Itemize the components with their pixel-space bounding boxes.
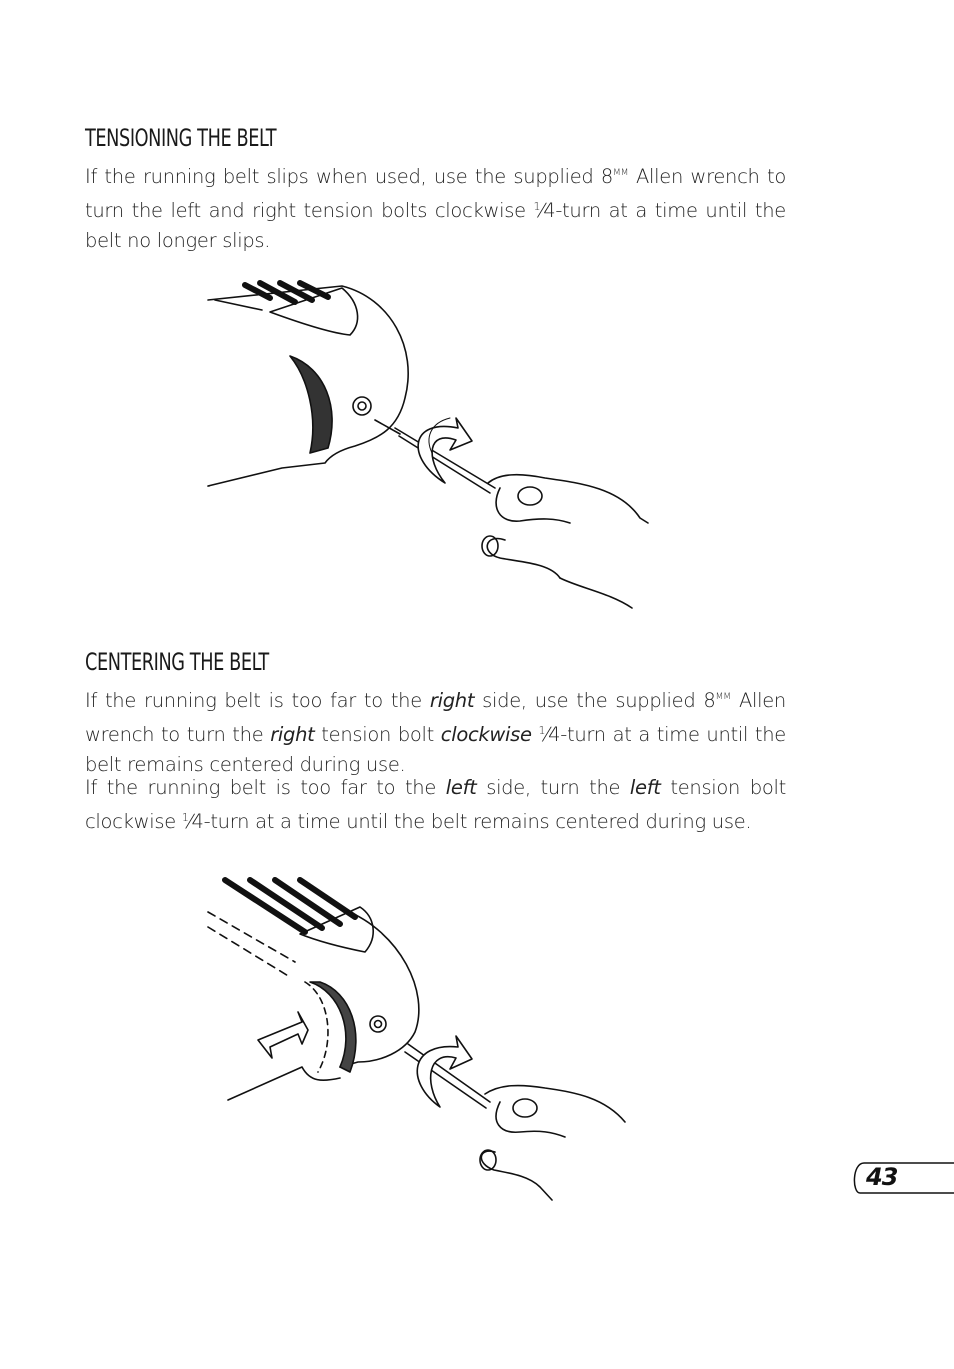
centering-paragraph-left: If the running belt is too far to the left side, turn the left tension bolt clockwise $^1$⁄4-turn at a time until the belt remains centered during use. [85, 776, 786, 833]
page-number: 43 [866, 1163, 898, 1191]
tension-bolt-icon [370, 1016, 386, 1032]
tensioning-paragraph: If the running belt slips when used, use the supplied $8^{MM}$ Allen wrench to turn the left and right tension bolts clockwise $^1$⁄4-turn at a time until the belt no longer slips. [85, 165, 786, 252]
treadmill-belt-stripes [225, 880, 355, 932]
roller-shadow [290, 356, 332, 453]
tension-bolt-icon [353, 397, 371, 415]
hand-icon [488, 475, 648, 523]
clockwise-arrow-icon [418, 418, 472, 483]
tensioning-illustration [200, 278, 660, 618]
roller-shadow [310, 982, 356, 1072]
centering-illustration [200, 872, 640, 1207]
hand-icon [485, 1086, 625, 1122]
tensioning-heading: TENSIONING THE BELT [85, 124, 277, 152]
end-cap-plate [300, 907, 373, 952]
centering-paragraph-right: If the running belt is too far to the right side, use the supplied $8^{MM}$ Allen wrench to turn the right tension bolt clockwise $^1$⁄4-turn at a time until the belt remains centered during use. [85, 689, 786, 776]
centering-heading: CENTERING THE BELT [85, 648, 269, 676]
clockwise-arrow-icon [417, 1036, 472, 1107]
frame-edge [215, 300, 262, 310]
centering-arrow-icon [258, 1012, 308, 1058]
